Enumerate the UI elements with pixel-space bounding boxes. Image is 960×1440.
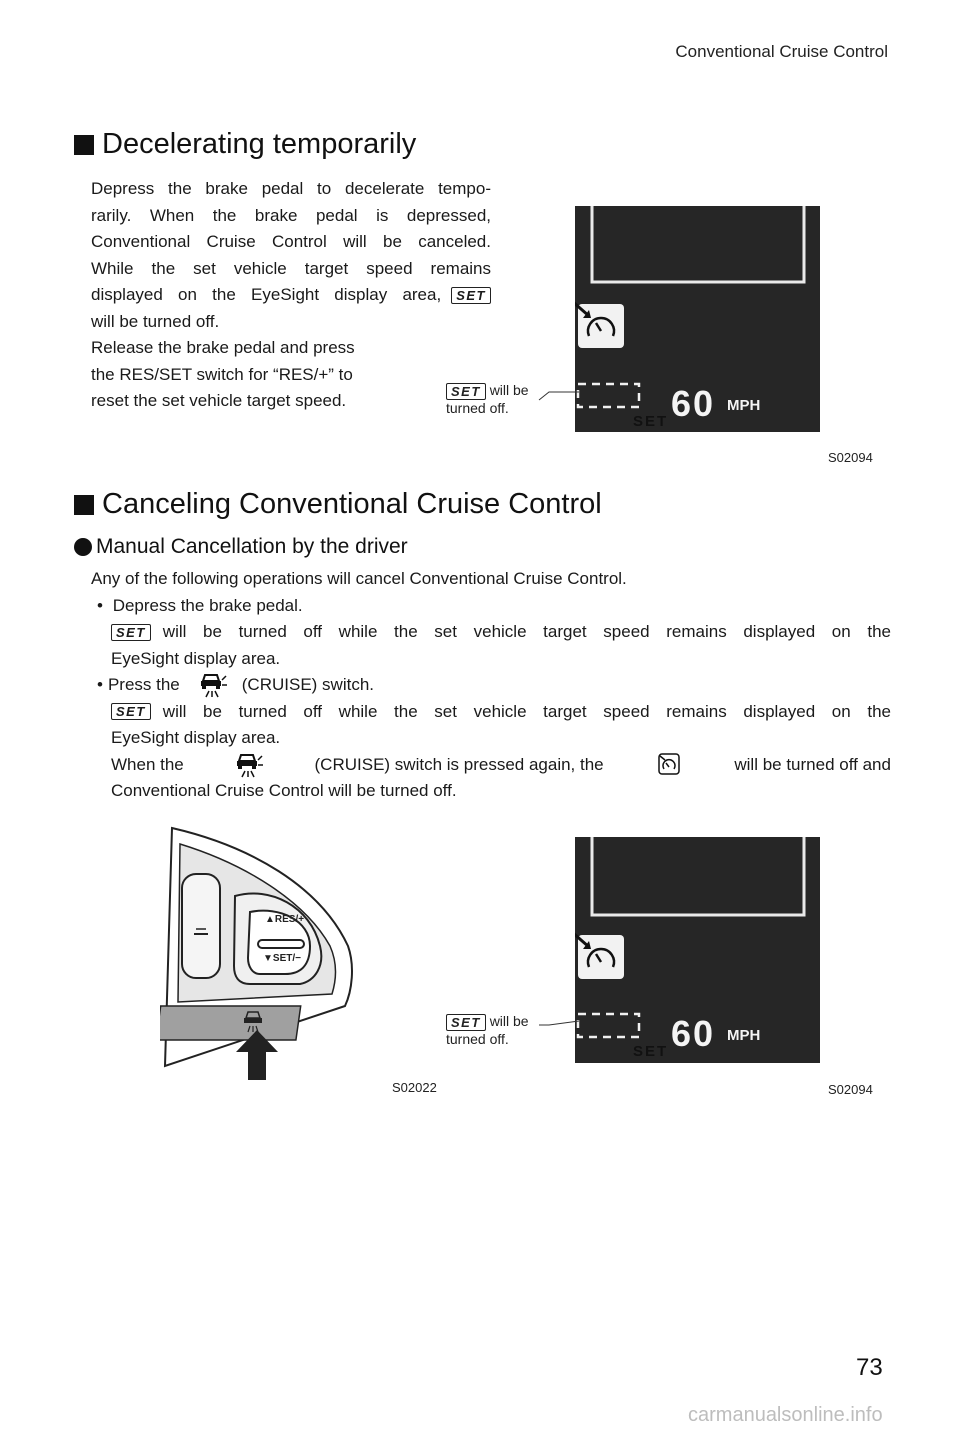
- callout-text: turned off.: [446, 399, 509, 416]
- text-line: [91, 699, 891, 726]
- page-number: 73: [856, 1354, 883, 1381]
- text-line: Conventional Cruise Control will be canceled.: [91, 232, 491, 251]
- set-indicator-icon: SET: [446, 383, 486, 400]
- list-item: [91, 593, 891, 620]
- figure-id: S02094: [828, 1082, 873, 1097]
- text-line: Any of the following operations will cancel Conventional Cruise Control.: [91, 569, 627, 588]
- heading-square-icon: [74, 495, 94, 515]
- set-switch-label: ▼SET/−: [263, 953, 301, 964]
- text-line: [91, 752, 891, 779]
- text-line: the RES/SET switch for “RES/+” to: [91, 364, 353, 384]
- cruise-gauge-icon: [654, 752, 684, 778]
- set-indicator-icon: SET: [111, 624, 151, 641]
- text-span: Depress the brake pedal.: [112, 595, 303, 615]
- cruise-car-icon: [234, 752, 264, 778]
- text-line: EyeSight display area.: [111, 648, 281, 668]
- res-switch-label: ▲RES/+: [265, 914, 305, 925]
- heading-text: Decelerating temporarily: [102, 128, 417, 160]
- watermark: carmanualsonline.info: [688, 1404, 883, 1426]
- eyesight-display-figure-2: [575, 837, 820, 1063]
- bullet-dot-icon: [74, 538, 92, 556]
- callout-1: [446, 382, 529, 417]
- text-span: (CRUISE) switch.: [241, 675, 374, 694]
- text-span: Press the: [107, 675, 180, 694]
- callout-leader-line: [535, 1015, 595, 1035]
- text-line: While the set vehicle target speed remains: [91, 258, 491, 278]
- text-line: EyeSight display area.: [111, 728, 281, 747]
- text-line: Depress the brake pedal to decelerate tempo-: [91, 179, 491, 198]
- callout-text: will be: [489, 382, 529, 398]
- display-unit: MPH: [727, 397, 761, 414]
- set-indicator-icon: SET: [451, 287, 491, 304]
- subheading-text: Manual Cancellation by the driver: [96, 535, 408, 558]
- section2-body: [91, 566, 891, 805]
- heading-square-icon: [74, 135, 94, 155]
- text-line: rarily. When the brake pedal is depressed,: [91, 205, 491, 225]
- section1-paragraph: [91, 176, 491, 415]
- running-header: Conventional Cruise Control: [675, 42, 888, 61]
- text-line: will be turned off.: [91, 311, 220, 331]
- up-arrow-icon: [236, 1030, 278, 1080]
- display-set-text: SET: [633, 1043, 669, 1060]
- display-set-text: SET: [633, 413, 669, 430]
- display-unit: MPH: [727, 1027, 761, 1044]
- text-line: reset the set vehicle target speed.: [91, 391, 347, 410]
- set-indicator-icon: SET: [446, 1014, 486, 1031]
- cruise-car-icon: [198, 672, 228, 698]
- set-indicator-icon: SET: [111, 703, 151, 720]
- display-speed: 60: [671, 1013, 716, 1054]
- text-span: displayed on the EyeSight display area,: [91, 285, 442, 304]
- section-heading-canceling: [74, 488, 602, 521]
- text-line: [91, 619, 891, 646]
- bullet-icon: •: [97, 675, 103, 694]
- text-span: When the: [111, 754, 184, 774]
- callout-text: will be: [489, 1013, 529, 1029]
- eyesight-display-figure-1: [575, 206, 820, 432]
- bullet-icon: •: [97, 595, 103, 615]
- list-item: [91, 672, 891, 699]
- section-heading-decelerating: [74, 128, 416, 161]
- callout-2: [446, 1013, 529, 1048]
- text-line: Release the brake pedal and press: [91, 338, 355, 357]
- figure-id: S02094: [828, 450, 873, 465]
- display-speed: 60: [671, 383, 716, 424]
- callout-text: turned off.: [446, 1030, 509, 1047]
- subheading-manual-cancellation: [74, 535, 408, 559]
- figure-id: S02022: [392, 1080, 437, 1095]
- callout-leader-line: [535, 390, 595, 410]
- heading-text: Canceling Conventional Cruise Control: [102, 488, 602, 520]
- text-span: will be turned off while the set vehicle target speed remains displayed on the: [162, 622, 891, 641]
- text-span: will be turned off and: [734, 754, 891, 774]
- text-span: will be turned off while the set vehicle target speed remains displayed on the: [162, 701, 891, 721]
- text-line: [91, 282, 491, 309]
- text-line: Conventional Cruise Control will be turned off.: [111, 781, 457, 800]
- text-span: (CRUISE) switch is pressed again, the: [314, 754, 604, 774]
